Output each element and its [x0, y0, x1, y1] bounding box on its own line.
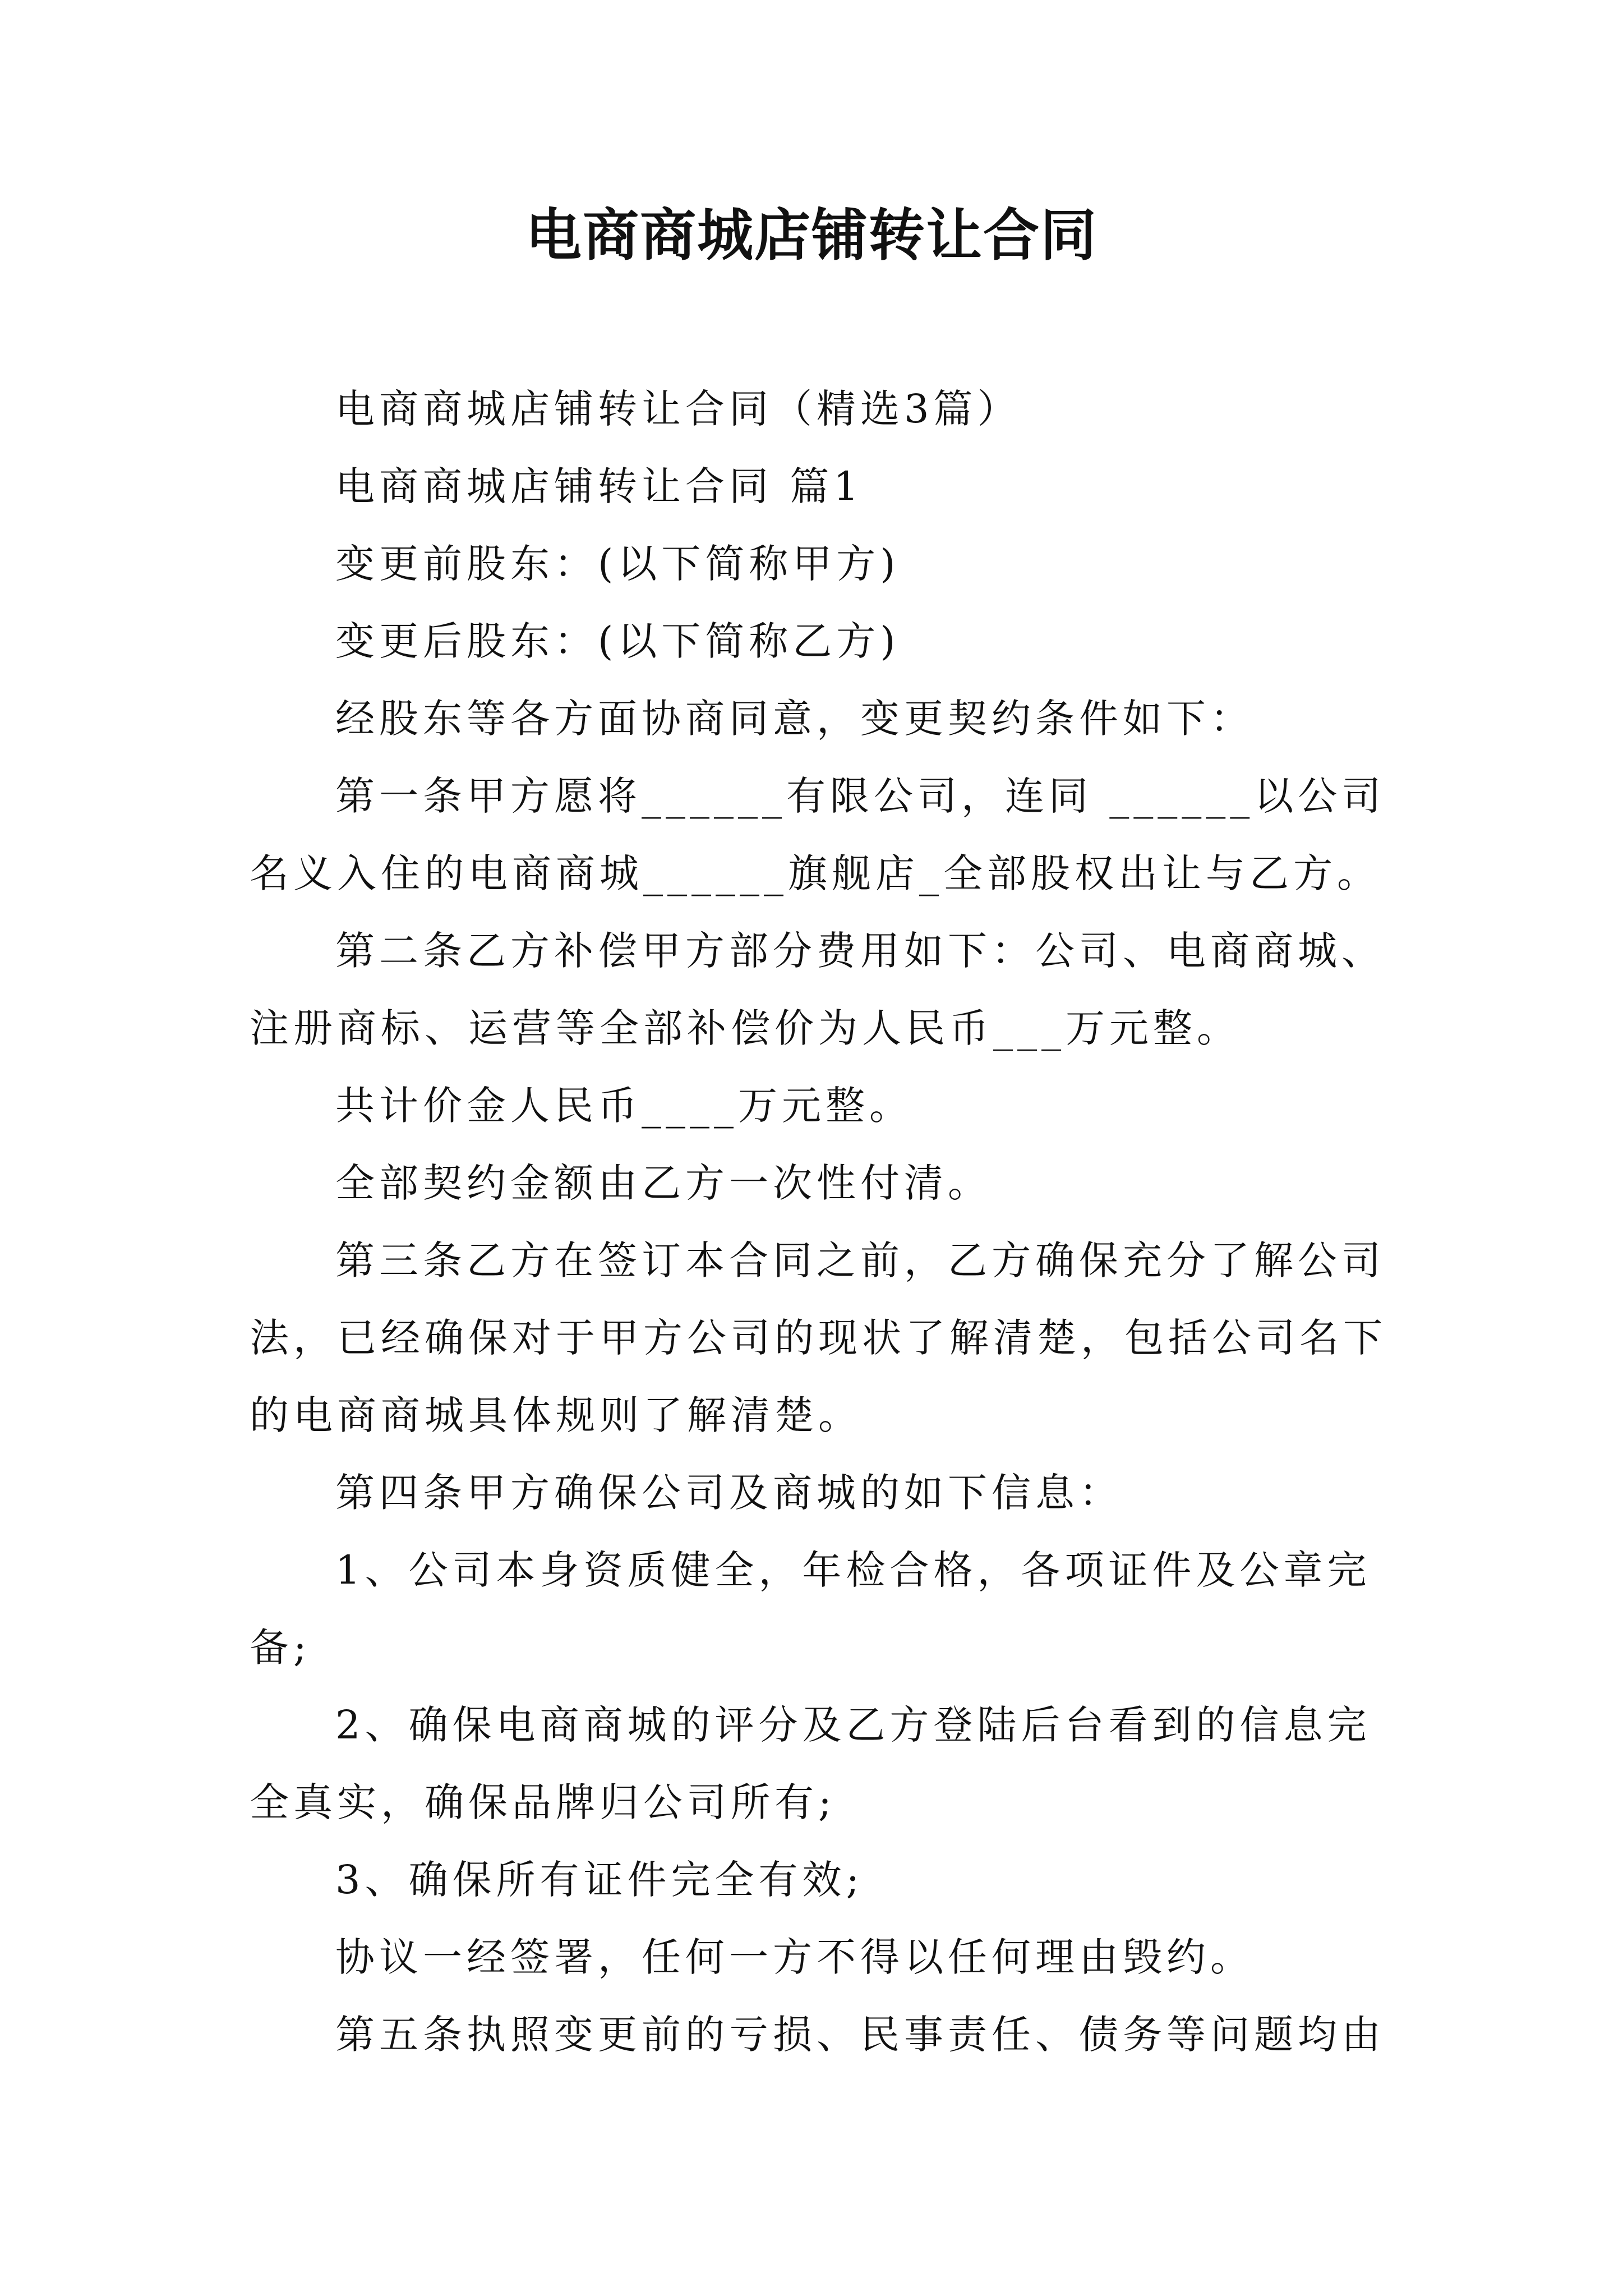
- paragraph-article-5: 第五条执照变更前的亏损、民事责任、债务等问题均由: [335, 2012, 1385, 2058]
- paragraph-item-3: 3、确保所有证件完全有效;: [335, 1857, 864, 1903]
- paragraph-article-2: 第二条乙方补偿甲方部分费用如下：公司、电商商城、注册商标、运营等全部补偿价为人民币___万元整。: [250, 928, 1385, 1051]
- paragraph-no-breach: 协议一经签署，任何一方不得以任何理由毁约。: [335, 1934, 1254, 1980]
- paragraph-preamble: 经股东等各方面协商同意，变更契约条件如下：: [335, 696, 1254, 742]
- paragraph-article-3: 第三条乙方在签订本合同之前，乙方确保充分了解公司法，已经确保对于甲方公司的现状了解清楚，包括公司名下的电商商城具体规则了解清楚。: [250, 1237, 1387, 1438]
- paragraph-article-1: 第一条甲方愿将______有限公司，连同 ______以公司名义入住的电商商城______旗舰店_全部股权出让与乙方。: [250, 773, 1386, 896]
- paragraph-article-4: 第四条甲方确保公司及商城的如下信息：: [335, 1470, 1123, 1516]
- paragraph-item-2: 2、确保电商商城的评分及乙方登陆后台看到的信息完全真实，确保品牌归公司所有;: [250, 1702, 1371, 1825]
- paragraph-subtitle: 电商商城店铺转让合同（精选3篇）: [335, 386, 1021, 432]
- paragraph-party-a: 变更前股东：(以下简称甲方): [335, 541, 900, 587]
- document-body: [250, 370, 1402, 2073]
- document-title: 电商商城店铺转让合同: [525, 203, 1098, 268]
- paragraph-item-1: 1、公司本身资质健全，年检合格，各项证件及公章完备;: [250, 1547, 1371, 1671]
- paragraph-party-b: 变更后股东：(以下简称乙方): [335, 618, 900, 664]
- paragraph-payment: 全部契约金额由乙方一次性付清。: [335, 1160, 992, 1206]
- paragraph-total-price: 共计价金人民币____万元整。: [335, 1083, 913, 1129]
- paragraph-section-heading: 电商商城店铺转让合同 篇1: [335, 463, 863, 509]
